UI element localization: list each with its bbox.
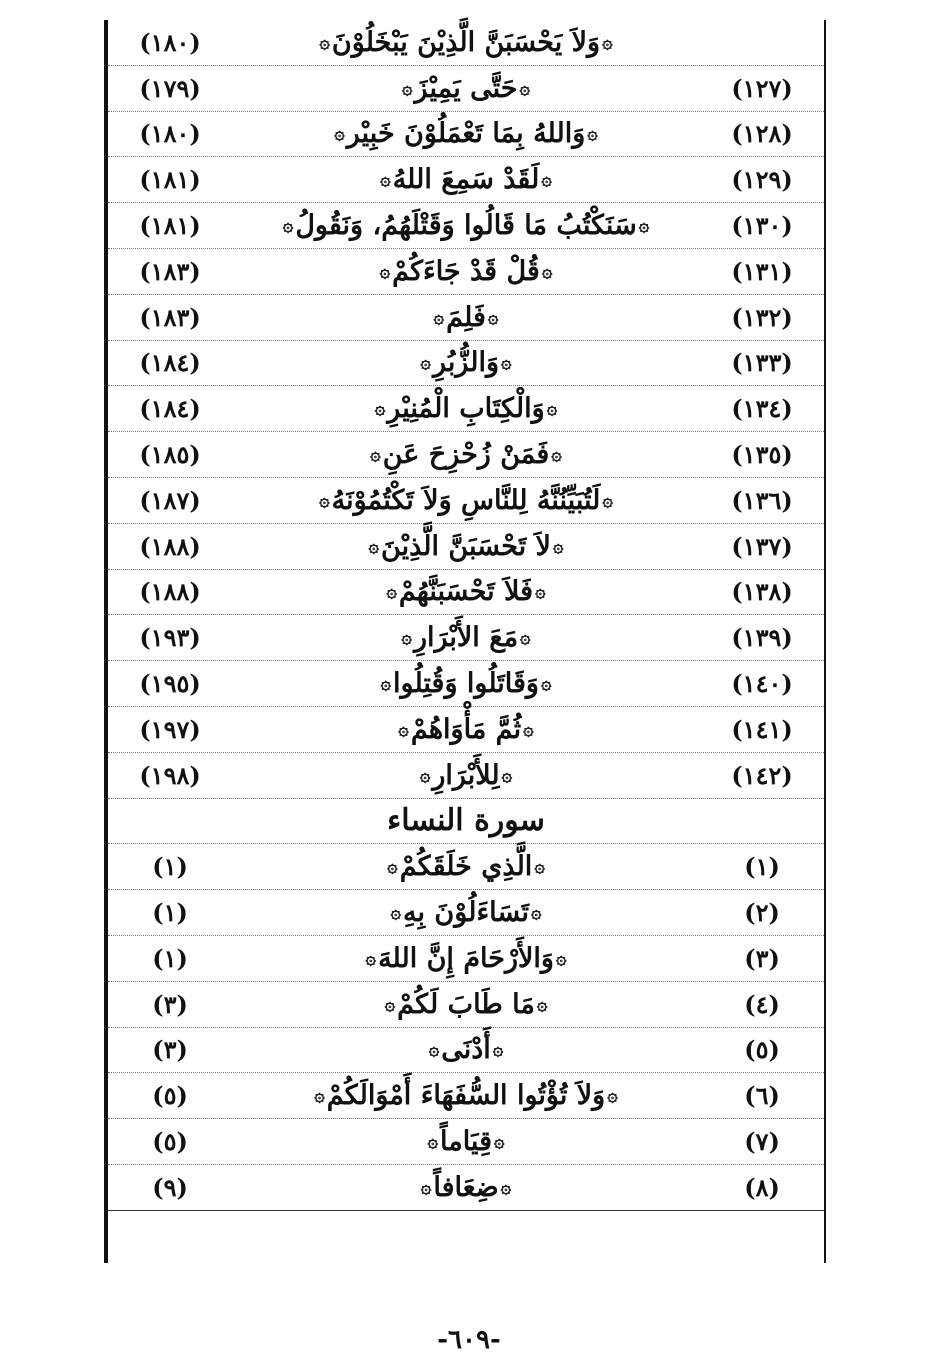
quran-bracket-icon: ۞ (501, 352, 512, 374)
entry-index: (١٣٠) (731, 211, 793, 241)
quran-bracket-icon: ۞ (402, 77, 413, 99)
entry-phrase: وَالزُّبُرِ (432, 347, 500, 379)
quran-bracket-icon: ۞ (607, 1085, 618, 1107)
quran-bracket-icon: ۞ (500, 1176, 512, 1198)
quran-bracket-icon: ۞ (552, 535, 564, 557)
entry-phrase-cell (228, 661, 704, 706)
quran-bracket-icon: ۞ (387, 856, 398, 878)
table-row (108, 524, 824, 570)
verse-reference: (٥) (152, 1081, 188, 1111)
entry-phrase-cell (228, 982, 704, 1027)
quran-bracket-icon: ۞ (419, 764, 431, 786)
quran-bracket-icon: ۞ (386, 581, 397, 603)
verse-reference: (٣) (152, 1035, 188, 1065)
quran-bracket-icon: ۞ (401, 627, 412, 649)
table-row (108, 478, 824, 524)
quran-bracket-icon: ۞ (602, 489, 613, 511)
quran-bracket-icon: ۞ (379, 260, 391, 282)
section-heading: سورة النساء (387, 803, 545, 839)
entry-phrase-cell (228, 295, 704, 340)
table-row (108, 341, 824, 387)
entry-phrase: مَا طَابَ لَكُمْ (397, 988, 535, 1020)
entry-index: (١٣٤) (731, 394, 793, 424)
quran-bracket-icon: ۞ (520, 627, 531, 649)
table-row (108, 112, 824, 158)
quran-bracket-icon: ۞ (282, 215, 294, 237)
entry-phrase: فَلاَ تَحْسَبَنَّهُمْ (398, 576, 534, 608)
index-table (108, 20, 824, 1211)
entry-phrase: فَمَنْ زُحْزِحَ عَنِ (382, 439, 550, 471)
verse-reference: (١) (152, 898, 188, 928)
table-row (108, 20, 824, 66)
entry-phrase-cell (228, 890, 704, 935)
entry-phrase-cell (228, 524, 704, 569)
entry-index: (١٢٧) (731, 73, 793, 103)
entry-index (714, 20, 810, 65)
entry-index: (١٣٧) (731, 531, 793, 561)
verse-reference: (١٩٧) (139, 714, 201, 744)
entry-phrase-cell (228, 570, 704, 615)
entry-phrase: وَقَاتَلُوا وَقُتِلُوا (393, 668, 539, 700)
entry-phrase-cell (228, 478, 704, 523)
verse-reference: (١٧٩) (139, 73, 201, 103)
entry-phrase: وَاللهُ بِمَا تَعْمَلُوْنَ خَبِيْر (346, 118, 586, 150)
entry-phrase-cell (228, 615, 704, 660)
entry-phrase: ثُمَّ مَأْوَاهُمْ (410, 713, 522, 745)
quran-bracket-icon: ۞ (370, 444, 381, 466)
entry-phrase-cell (228, 844, 704, 889)
entry-phrase: لَتُبَيِّنُنَّهُ لِلنَّاسِ وَلاَ تَكْتُمُوْنَهُ (331, 484, 601, 516)
table-row (108, 1073, 824, 1119)
table-row (108, 157, 824, 203)
table-row (108, 1119, 824, 1165)
section-heading-row (108, 799, 824, 845)
entry-phrase-cell (228, 1028, 704, 1073)
verse-reference: (١٨٨) (139, 531, 201, 561)
entry-index: (٨) (744, 1172, 780, 1202)
verse-reference: (١٨٠) (139, 27, 201, 57)
entry-index: (١٤١) (731, 714, 793, 744)
entry-phrase: أَدْنَى (441, 1034, 491, 1066)
quran-bracket-icon: ۞ (420, 352, 431, 374)
entry-index: (٣) (744, 943, 780, 973)
quran-bracket-icon: ۞ (319, 31, 330, 53)
quran-bracket-icon: ۞ (541, 260, 553, 282)
entry-phrase-cell (228, 341, 704, 386)
quran-bracket-icon: ۞ (398, 718, 409, 740)
quran-bracket-icon: ۞ (384, 993, 396, 1015)
quran-bracket-icon: ۞ (428, 1039, 440, 1061)
verse-reference: (١٨٣) (139, 256, 201, 286)
entry-phrase: لِلأَبْرَارِ (432, 759, 500, 791)
verse-reference: (٩) (152, 1172, 188, 1202)
entry-phrase-cell (228, 157, 704, 202)
quran-bracket-icon: ۞ (535, 581, 546, 603)
quran-bracket-icon: ۞ (433, 306, 445, 328)
quran-bracket-icon: ۞ (602, 31, 613, 53)
verse-reference: (١٨٠) (139, 119, 201, 149)
table-row (108, 570, 824, 616)
entry-index: (٤) (744, 989, 780, 1019)
entry-index: (١٣٨) (731, 577, 793, 607)
entry-phrase-cell (228, 1165, 704, 1210)
table-row (108, 203, 824, 249)
verse-reference: (١٨٥) (139, 440, 201, 470)
table-row (108, 1165, 824, 1211)
quran-bracket-icon: ۞ (427, 1131, 439, 1153)
entry-phrase: تَسَاءَلُوْنَ بِهِ (403, 897, 529, 929)
entry-index: (١٣٩) (731, 623, 793, 653)
table-row (108, 432, 824, 478)
table-row (108, 707, 824, 753)
quran-bracket-icon: ۞ (380, 169, 391, 191)
quran-bracket-icon: ۞ (530, 902, 542, 924)
verse-reference: (١) (152, 943, 188, 973)
entry-phrase-cell (228, 112, 704, 157)
entry-index: (١٣١) (731, 256, 793, 286)
table-row (108, 753, 824, 799)
entry-index: (١٣٦) (731, 485, 793, 515)
quran-bracket-icon: ۞ (374, 398, 386, 420)
entry-phrase: فَلِمَ (446, 301, 486, 333)
verse-reference: (١٨٧) (139, 485, 201, 515)
entry-phrase-cell (228, 20, 704, 65)
entry-index: (١٣٥) (731, 440, 793, 470)
verse-reference: (١) (152, 852, 188, 882)
verse-reference: (٥) (152, 1127, 188, 1157)
verse-reference: (١٨١) (139, 165, 201, 195)
quran-bracket-icon: ۞ (541, 169, 552, 191)
table-row (108, 386, 824, 432)
entry-index: (١٤٢) (731, 760, 793, 790)
quran-bracket-icon: ۞ (487, 306, 499, 328)
quran-bracket-icon: ۞ (551, 444, 562, 466)
verse-reference: (١٩٥) (139, 669, 201, 699)
entry-index: (١) (744, 852, 780, 882)
rows-after (108, 844, 824, 1210)
verse-reference: (١٨٨) (139, 577, 201, 607)
quran-bracket-icon: ۞ (492, 1039, 504, 1061)
entry-index: (١٣٢) (731, 302, 793, 332)
quran-bracket-icon: ۞ (638, 215, 650, 237)
entry-phrase-cell (228, 707, 704, 752)
entry-phrase: لَقَدْ سَمِعَ اللهُ (392, 164, 540, 196)
entry-phrase-cell (228, 432, 704, 477)
entry-phrase: وَلاَ يَحْسَبَنَّ الَّذِيْنَ يَبْخَلُوْنَ (331, 26, 601, 58)
quran-bracket-icon: ۞ (540, 673, 552, 695)
entry-index: (١٢٩) (731, 165, 793, 195)
quran-bracket-icon: ۞ (314, 1085, 325, 1107)
entry-index: (١٢٨) (731, 119, 793, 149)
entry-phrase: وَلاَ تُؤْتُوا السُّفَهَاءَ أَمْوَالَكُمْ (326, 1080, 606, 1112)
quran-bracket-icon: ۞ (536, 993, 548, 1015)
entry-phrase-cell (228, 753, 704, 798)
entry-index: (٢) (744, 898, 780, 928)
entry-phrase-cell (228, 203, 704, 248)
entry-phrase-cell (228, 249, 704, 294)
quran-bracket-icon: ۞ (555, 947, 567, 969)
entry-index: (٧) (744, 1127, 780, 1157)
entry-phrase: لاَ تَحْسَبَنَّ الَّذِيْنَ (381, 530, 551, 562)
quran-bracket-icon: ۞ (501, 764, 513, 786)
table-row (108, 295, 824, 341)
entry-phrase-cell (228, 66, 704, 111)
verse-reference: (١٩٣) (139, 623, 201, 653)
entry-phrase: وَالأَرْحَامَ إِنَّ اللهَ (378, 942, 554, 974)
entry-index: (١٤٠) (731, 669, 793, 699)
quran-bracket-icon: ۞ (534, 856, 545, 878)
quran-bracket-icon: ۞ (494, 1131, 505, 1153)
quran-bracket-icon: ۞ (523, 718, 534, 740)
table-row (108, 890, 824, 936)
verse-reference: (١٩٨) (139, 760, 201, 790)
table-row (108, 844, 824, 890)
entry-phrase: قِيَاماً (440, 1126, 492, 1158)
entry-index: (٦) (744, 1081, 780, 1111)
table-row (108, 661, 824, 707)
quran-bracket-icon: ۞ (587, 123, 598, 145)
entry-phrase-cell (228, 1119, 704, 1164)
table-row (108, 615, 824, 661)
entry-index: (١٣٣) (731, 348, 793, 378)
entry-phrase-cell (228, 386, 704, 431)
table-row (108, 1028, 824, 1074)
entry-phrase: حَتَّى يَمِيْزَ (414, 72, 518, 104)
verse-reference: (١٨٤) (139, 394, 201, 424)
verse-reference: (١٨٣) (139, 302, 201, 332)
quran-bracket-icon: ۞ (390, 902, 402, 924)
quran-bracket-icon: ۞ (365, 947, 377, 969)
table-row (108, 66, 824, 112)
table-row (108, 936, 824, 982)
quran-bracket-icon: ۞ (519, 77, 531, 99)
entry-phrase: وَالْكِتَابِ الْمُنِيْرِ (387, 393, 545, 425)
entry-index: (٥) (744, 1035, 780, 1065)
rows-before (108, 20, 824, 799)
entry-phrase: ضِعَافاً (433, 1171, 499, 1203)
table-row (108, 982, 824, 1028)
table-row (108, 249, 824, 295)
quran-bracket-icon: ۞ (546, 398, 558, 420)
entry-phrase: قُلْ قَدْ جَاءَكُمْ (392, 255, 540, 287)
entry-phrase: الَّذِي خَلَقَكُمْ (399, 851, 533, 883)
quran-bracket-icon: ۞ (420, 1176, 432, 1198)
entry-phrase: سَنَكْتُبُ مَا قَالُوا وَقَتْلَهُمُ، وَنَقُولُ (295, 210, 637, 242)
verse-reference: (٣) (152, 989, 188, 1019)
quran-bracket-icon: ۞ (368, 535, 380, 557)
page-number: -٦٠٩- (437, 1325, 501, 1355)
verse-reference: (١٨٤) (139, 348, 201, 378)
quran-bracket-icon: ۞ (380, 673, 392, 695)
verse-reference: (١٨١) (139, 211, 201, 241)
entry-phrase-cell (228, 936, 704, 981)
quran-bracket-icon: ۞ (334, 123, 345, 145)
entry-phrase-cell (228, 1073, 704, 1118)
entry-phrase: مَعَ الأَبْرَارِ (413, 622, 519, 654)
quran-bracket-icon: ۞ (319, 489, 330, 511)
